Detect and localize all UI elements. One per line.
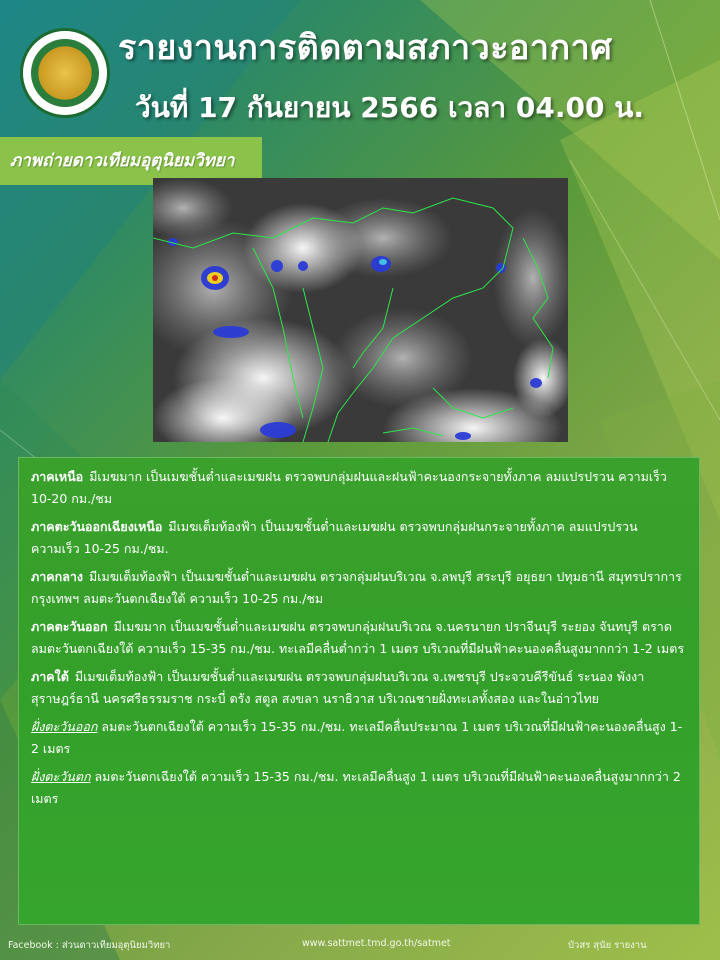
footer-website: www.sattmet.tmd.go.th/satmet [302,938,451,949]
region-heading: ภาคตะวันออก [31,619,108,634]
region-heading: ภาคเหนือ [31,469,84,484]
report-northeast [31,516,689,560]
satellite-image [153,178,568,442]
region-text: มีเมฆเต็มท้องฟ้า เป็นเมฆชั้นต่ำและเมฆฝน ตรวจพบกลุ่มฝนบริเวณ จ.เพชรบุรี ประจวบคีรีขันธ์ ระนอง พังงา สุราษฎร์ธานี นครศรีธรรมราช กระบี่ ตรัง สตูล สงขลา นราธิวาส บริเวณชายฝั่งทะเลทั้งสอง และในอ่าวไทย [31,669,645,706]
coast-text: ลมตะวันตกเฉียงใต้ ความเร็ว 15-35 กม./ชม. ทะเลมีคลื่นสูง 1 เมตร บริเวณที่มีฝนฟ้าคะนองคลื่นสูงมากกว่า 2 เมตร [31,769,681,806]
region-heading: ภาคกลาง [31,569,83,584]
region-text: มีเมฆมาก เป็นเมฆชั้นต่ำและเมฆฝน ตรวจพบกลุ่มฝนและฝนฟ้าคะนองกระจายทั้งภาค ลมแปรปรวน ความเร็ว 10-20 กม./ชม [31,469,667,506]
report-central [31,566,689,610]
region-heading: ภาคตะวันออกเฉียงเหนือ [31,519,163,534]
report-south-west-coast [31,766,689,810]
region-text: มีเมฆมาก เป็นเมฆชั้นต่ำและเมฆฝน ตรวจพบกลุ่มฝนบริเวณ จ.นครนายก ปราจีนบุรี ระยอง จันทบุรี ตราด ลมตะวันตกเฉียงใต้ ความเร็ว 15-35 กม./ชม. ทะเลมีคลื่นต่ำกว่า 1 เมตร บริเวณที่มีฝนฟ้าคะนองคลื่นสูงมากกว่า 1-2 เมตร [31,619,685,656]
region-text: มีเมฆเต็มท้องฟ้า เป็นเมฆชั้นต่ำและเมฆฝน ตรวจพบกลุ่มฝนกระจายทั้งภาค ลมแปรปรวน ความเร็ว 10-25 กม./ชม. [31,519,638,556]
satellite-section-label: ภาพถ่ายดาวเทียมอุตุนิยมวิทยา [0,137,262,185]
page-title: รายงานการติดตามสภาวะอากาศ [118,28,613,68]
region-heading: ภาคใต้ [31,669,69,684]
footer-facebook: Facebook : ส่วนดาวเทียมอุตุนิยมวิทยา [8,940,171,951]
coast-text: ลมตะวันตกเฉียงใต้ ความเร็ว 15-35 กม./ชม. ทะเลมีคลื่นประมาณ 1 เมตร บริเวณที่มีฝนฟ้าคะนองคลื่นสูง 1-2 เมตร [31,719,683,756]
region-text: มีเมฆเต็มท้องฟ้า เป็นเมฆชั้นต่ำและเมฆฝน ตรวจกลุ่มฝนบริเวณ จ.ลพบุรี สระบุรี อยุธยา ปทุมธานี สมุทรปราการ กรุงเทพฯ ลมตะวันตกเฉียงใต้ ความเร็ว 10-25 กม./ชม [31,569,682,606]
report-datetime: วันที่ 17 กันยายน 2566 เวลา 04.00 น. [135,91,644,124]
tmd-logo [20,28,110,118]
coast-heading: ฝั่งตะวันออก [31,719,98,734]
report-east [31,616,689,660]
logo-emblem-icon [31,39,99,107]
coast-heading: ฝั่งตะวันตก [31,769,91,784]
report-south [31,666,689,710]
report-north [31,466,689,510]
report-south-east-coast [31,716,689,760]
footer-reporter: บัวสร สุนัย รายงาน [568,940,647,951]
weather-report-panel [18,457,700,925]
